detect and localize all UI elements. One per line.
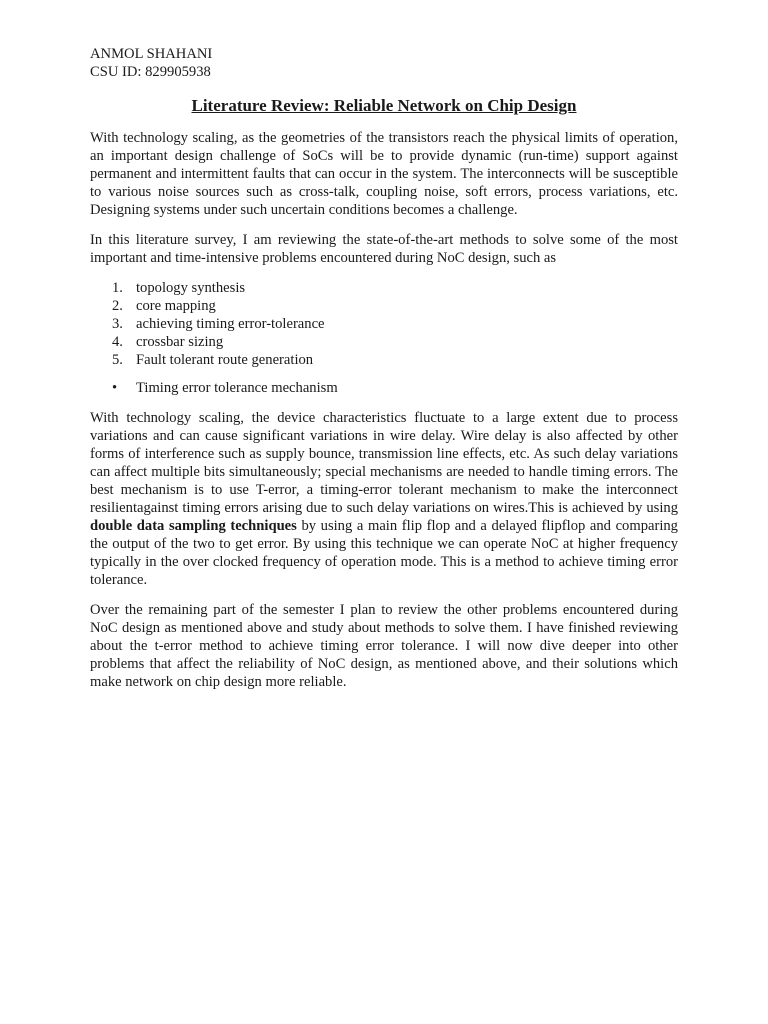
paragraph-timing-part2: by using a main flip flop and a delayed flipflop and comparing the output of the two to get error. By using this technique we can operate NoC at higher frequency typically in the over clocked frequency of operation mode. This is a method to achieve timing error tolerance. xyxy=(90,518,678,588)
list-number: 2. xyxy=(112,298,123,314)
bullet-icon: • xyxy=(112,380,118,396)
list-item-text: Fault tolerant route generation xyxy=(136,352,314,368)
list-item xyxy=(90,333,678,351)
paragraph-timing-part1: With technology scaling, the device characteristics fluctuate to a large extent due to process variations and can cause significant variations in wire delay. Wire delay is also affected by other forms of interference such as supply bounce, transmission line effects, etc. As such delay variations can affect multiple bits simultaneously; special mechanisms are needed to handle timing errors. The best mechanism is to use T-error, a timing-error tolerant mechanism to make the interconnect resilientagainst timing errors arising due to such delay variations on wires.This is achieved by using xyxy=(90,410,678,516)
paragraph-timing-bold: double data sampling techniques xyxy=(90,518,297,534)
paragraph-intro: With technology scaling, as the geometries of the transistors reach the physical limits of operation, an important design challenge of SoCs will be to provide dynamic (run-time) support against permanent and intermittent faults that can occur in the system. The interconnects will be susceptible to various noise sources such as cross-talk, coupling noise, soft errors, process variations, etc. Designing systems under such uncertain conditions becomes a challenge. xyxy=(90,130,678,218)
csu-id: CSU ID: 829905938 xyxy=(90,64,211,80)
paragraph-plan: Over the remaining part of the semester I plan to review the other problems encountered during NoC design as mentioned above and study about methods to solve them. I have finished reviewing about the t-error method to achieve timing error tolerance. I will now dive deeper into other problems that affect the reliability of NoC design, as mentioned above, and their solutions which make network on chip design more reliable. xyxy=(90,602,678,690)
list-item xyxy=(90,279,678,297)
bullet-item-text: Timing error tolerance mechanism xyxy=(136,380,338,396)
document-page xyxy=(90,45,678,703)
paragraph-survey: In this literature survey, I am reviewing the state-of-the-art methods to solve some of the most important and time-intensive problems encountered during NoC design, such as xyxy=(90,232,678,266)
list-item-text: topology synthesis xyxy=(136,280,246,296)
list-number: 3. xyxy=(112,316,123,332)
list-item xyxy=(90,351,678,369)
list-item xyxy=(90,297,678,315)
list-number: 5. xyxy=(112,352,123,368)
list-item xyxy=(90,315,678,333)
document-title: Literature Review: Reliable Network on Chip Design xyxy=(191,96,577,115)
list-number: 1. xyxy=(112,280,123,296)
list-item-text: core mapping xyxy=(136,298,216,314)
problem-list xyxy=(90,279,678,369)
author-name: ANMOL SHAHANI xyxy=(90,46,213,62)
list-item-text: crossbar sizing xyxy=(136,334,224,350)
list-item-text: achieving timing error-tolerance xyxy=(136,316,325,332)
bullet-item xyxy=(90,379,678,397)
paragraph-timing xyxy=(90,409,678,589)
list-number: 4. xyxy=(112,334,123,350)
bullet-list xyxy=(90,379,678,397)
